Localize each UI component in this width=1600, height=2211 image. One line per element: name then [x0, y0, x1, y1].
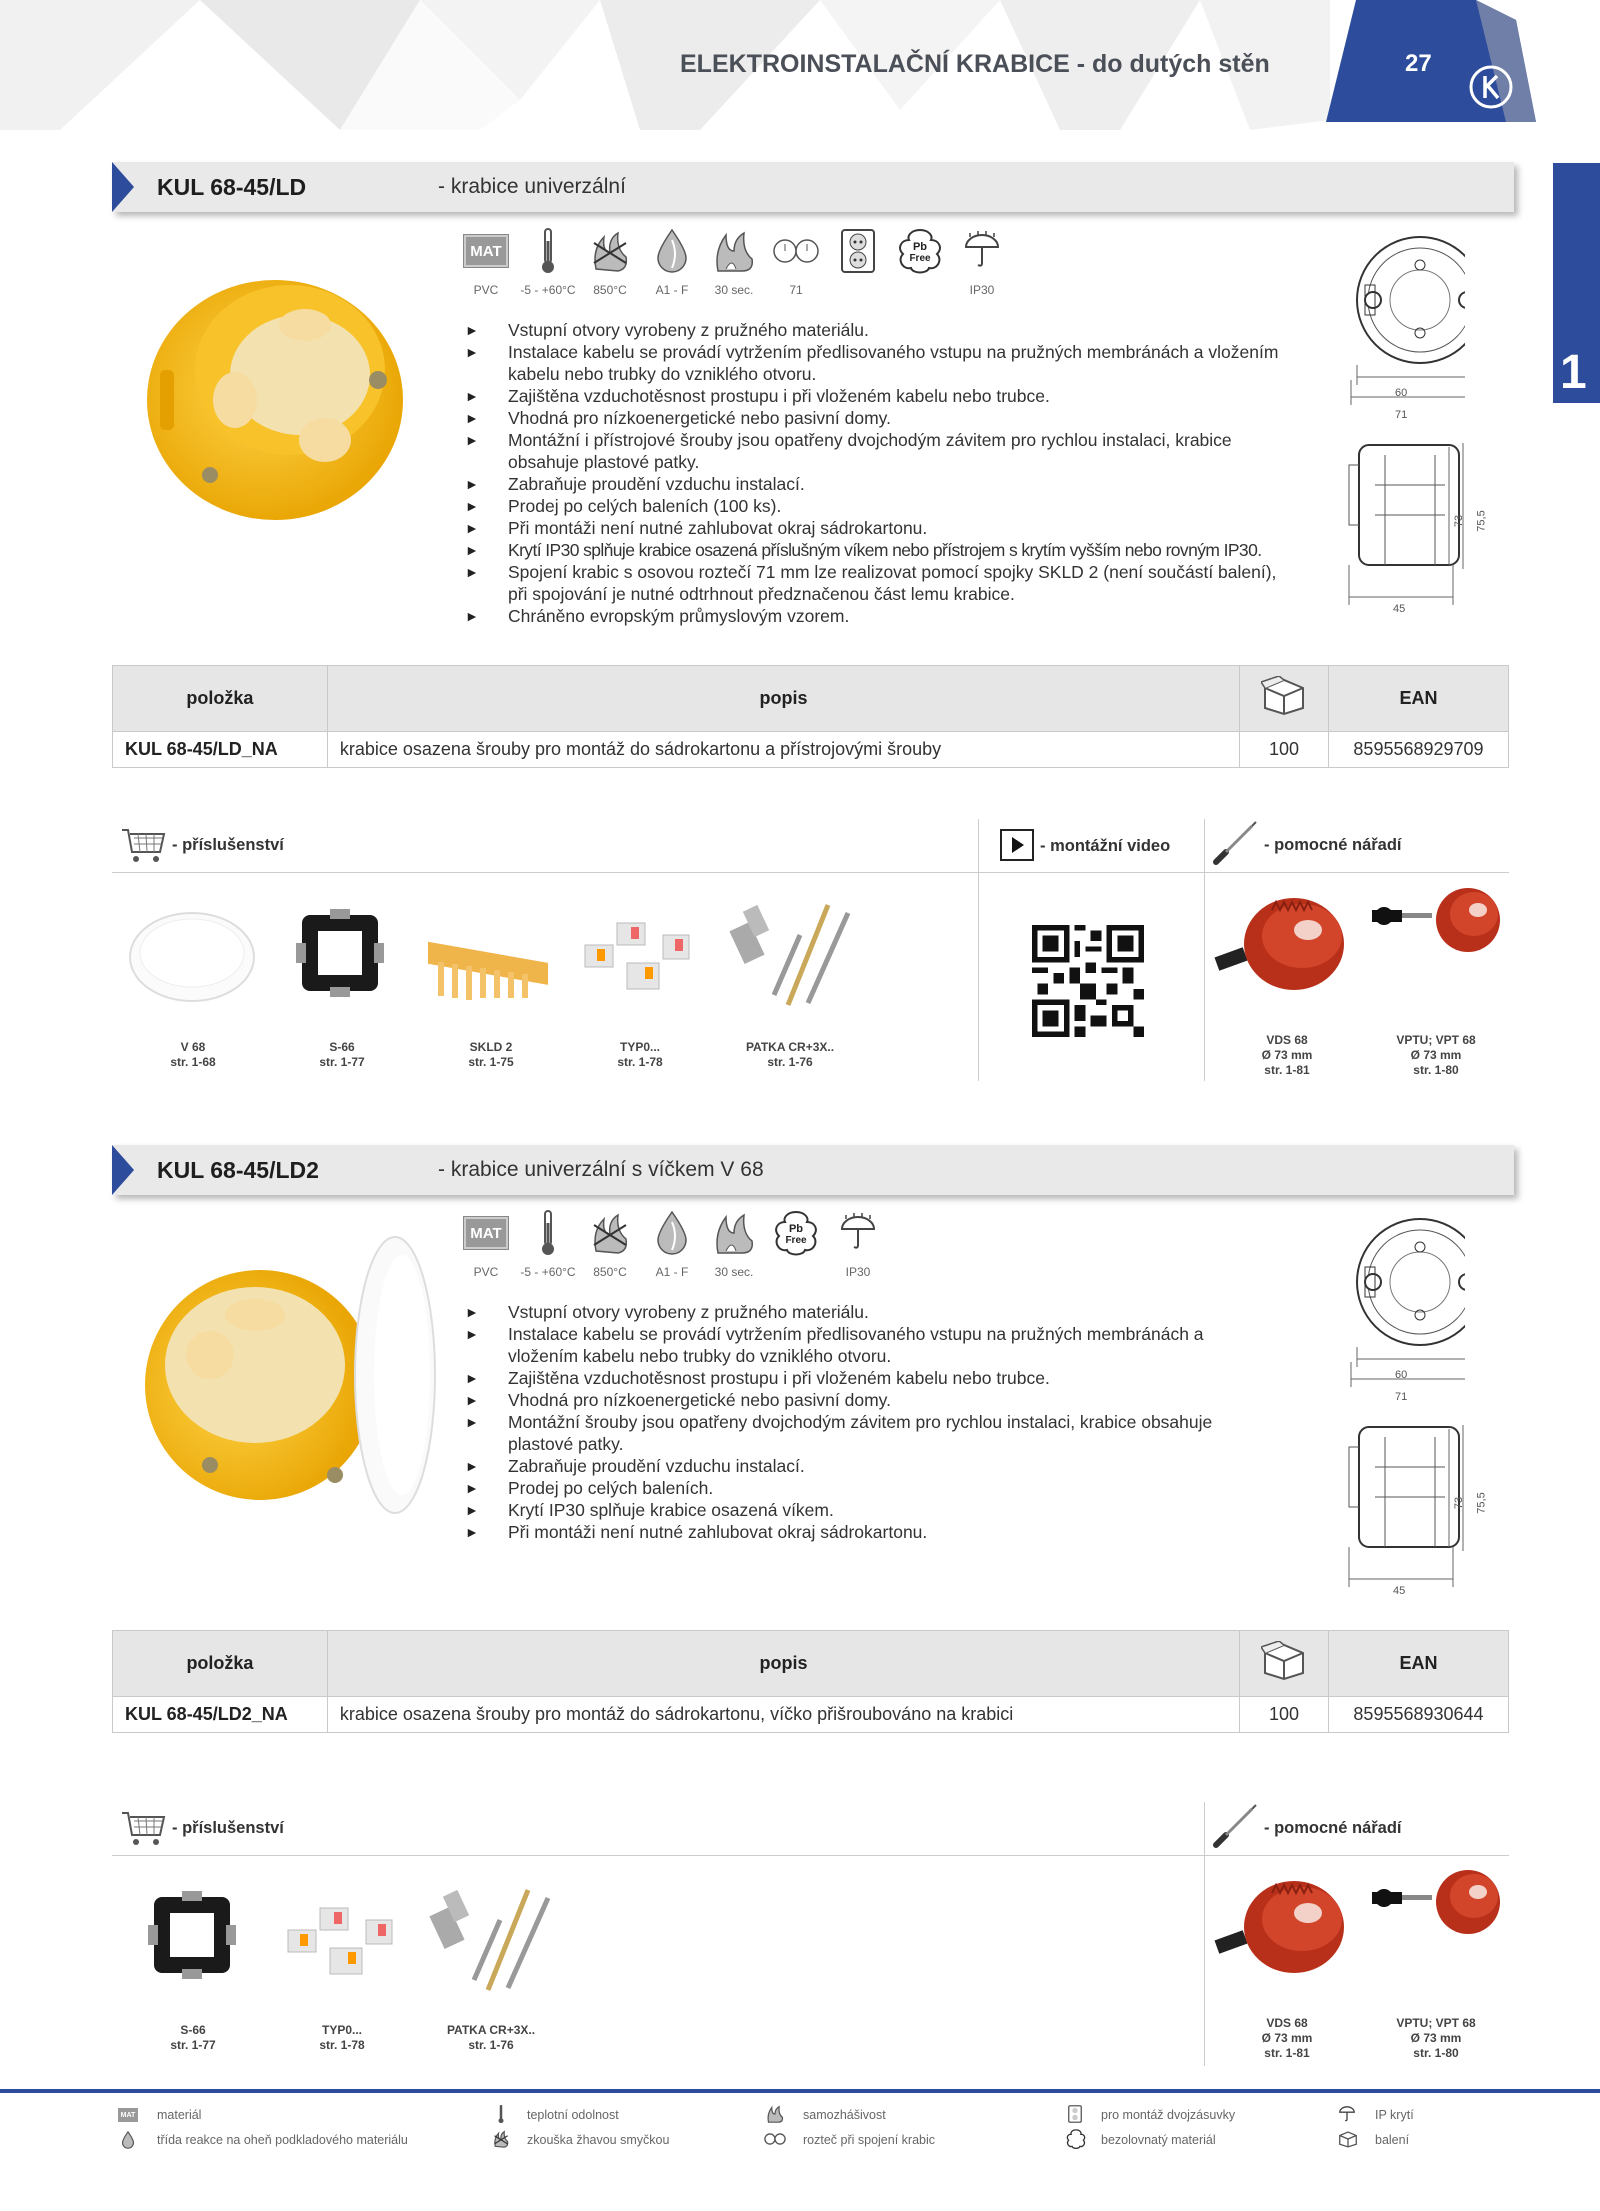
glow-wire-icon	[492, 2130, 510, 2148]
mat-icon: MAT	[462, 227, 510, 275]
accessory-screw-image	[428, 1880, 568, 1995]
tool-caption: VDS 68 Ø 73 mm str. 1-81	[1261, 2016, 1313, 2060]
flame-drop-icon	[648, 1209, 696, 1257]
chapter-number: 1	[1560, 346, 1587, 399]
package-icon	[1261, 676, 1307, 716]
icon-label: -5 - +60°C	[520, 1265, 576, 1279]
accessory-clamp-image	[575, 905, 705, 1005]
hole-saw-image	[1212, 1873, 1352, 1983]
tools-label: - pomocné nářadí	[1264, 836, 1402, 854]
cell-ean: 8595568929709	[1329, 732, 1509, 768]
feature-item: ► Krytí IP30 splňuje krabice osazená víkem.	[465, 1499, 1255, 1521]
feature-item: ► Instalace kabelu se provádí vytržením předlisovaného vstupu na pružných membránách a vložením kabelu nebo trubky do vzniklého otvoru.	[465, 341, 1295, 385]
icon-label: 30 sec.	[714, 1265, 754, 1279]
accessory-caption: V 68 str. 1-68	[170, 1040, 216, 1069]
dim-label: 71	[1395, 1391, 1408, 1403]
dim-label: 73	[1453, 514, 1466, 528]
divider	[978, 819, 979, 1081]
screwdriver-icon	[1212, 1803, 1260, 1849]
thermometer-icon	[524, 1209, 572, 1257]
accessory-frame-image	[142, 1885, 242, 1985]
tool-caption: VPTU; VPT 68 Ø 73 mm str. 1-80	[1396, 1033, 1476, 1077]
feature-item: ► Zabraňuje proudění vzduchu instalací.	[465, 1455, 1255, 1477]
dim-label: 71	[1395, 409, 1408, 421]
cart-icon	[120, 826, 166, 864]
accessory-caption: TYP0... str. 1-78	[319, 2023, 365, 2052]
dim-label: 60	[1395, 387, 1408, 399]
feature-list	[465, 319, 1295, 627]
package-icon	[1338, 2130, 1358, 2148]
play-icon	[1000, 829, 1034, 861]
dim-label: 73	[1453, 1496, 1466, 1510]
feature-item: ► Spojení krabic s osovou roztečí 71 mm lze realizovat pomocí spojky SKLD 2 (není součástí balení), při spojování je nutné odtrhnout předznačenou část lemu krabice.	[465, 561, 1295, 605]
feature-item: ► Prodej po celých baleních (100 ks).	[465, 495, 1295, 517]
accessory-caption: PATKA CR+3X.. str. 1-76	[446, 2023, 536, 2052]
accessory-connector-image	[418, 920, 558, 1000]
dim-label: 45	[1393, 1585, 1406, 1597]
accessories-label: - příslušenství	[172, 1819, 284, 1837]
accessory-lid-image	[125, 905, 260, 1005]
icon-label: PVC	[473, 1265, 499, 1279]
dim-label: 75,5	[1475, 1492, 1488, 1514]
col-header-desc: popis	[327, 1631, 1239, 1697]
bar-marker	[112, 1145, 134, 1195]
accessory-screw-image	[728, 895, 868, 1010]
mat-icon: MAT	[462, 1209, 510, 1257]
accessory-caption: PATKA CR+3X.. str. 1-76	[745, 1040, 835, 1069]
svg-text:Pb: Pb	[912, 241, 928, 253]
spec-icons	[462, 1209, 942, 1289]
table-header-row	[113, 1631, 1509, 1697]
feature-item: ► Chráněno evropským průmyslovým vzorem.	[465, 605, 1295, 627]
flame-drop-icon	[648, 227, 696, 275]
product-table	[112, 665, 1509, 768]
product-description: - krabice univerzální s víčkem V 68	[438, 1158, 764, 1181]
feature-item: ► Vhodná pro nízkoenergetické nebo pasivní domy.	[465, 407, 1295, 429]
feature-item: ► Při montáži není nutné zahlubovat okraj sádrokartonu.	[465, 517, 1295, 539]
product-photo	[140, 1215, 440, 1515]
svg-text:Free: Free	[785, 1235, 807, 1246]
accessory-caption: SKLD 2 str. 1-75	[468, 1040, 514, 1069]
accessory-caption: TYP0... str. 1-78	[617, 1040, 663, 1069]
glow-wire-icon	[586, 227, 634, 275]
icon-label: A1 - F	[655, 283, 689, 297]
cart-icon	[120, 1809, 166, 1847]
feature-item: ► Montážní šrouby jsou opatřeny dvojchodým závitem pro rychlou instalaci, krabice obsahuje plastové patky.	[465, 1411, 1255, 1455]
cell-ean: 8595568930644	[1329, 1697, 1509, 1733]
umbrella-icon	[1338, 2104, 1356, 2124]
feature-item: ► Při montáži není nutné zahlubovat okraj sádrokartonu.	[465, 1521, 1255, 1543]
table-header-row	[113, 666, 1509, 732]
dim-label: 60	[1395, 1369, 1408, 1381]
icon-label: PVC	[473, 283, 499, 297]
page-header-title: ELEKTROINSTALAČNÍ KRABICE - do dutých stěn	[680, 50, 1270, 78]
legend-label: pro montáž dvojzásuvky	[1101, 2108, 1236, 2122]
bar-marker	[112, 162, 134, 212]
table-row	[113, 1697, 1509, 1733]
mat-icon: MAT	[118, 2108, 138, 2122]
spec-icons	[462, 227, 1022, 307]
table-row	[113, 732, 1509, 768]
icon-label: A1 - F	[655, 1265, 689, 1279]
technical-drawing	[1345, 225, 1488, 620]
feature-item: ► Krytí IP30 splňuje krabice osazená příslušným víkem nebo přístrojem s krytím vyšším nebo rovným IP30.	[465, 539, 1295, 561]
divider	[1204, 1802, 1205, 2066]
umbrella-icon	[834, 1209, 882, 1257]
col-header-item: položka	[113, 666, 328, 732]
product-description: - krabice univerzální	[438, 175, 626, 198]
svg-text:Free: Free	[909, 253, 931, 264]
feature-item: ► Vstupní otvory vyrobeny z pružného materiálu.	[465, 1301, 1255, 1323]
screwdriver-icon	[1212, 820, 1260, 866]
accessory-caption: S-66 str. 1-77	[170, 2023, 216, 2052]
accessories-label: - příslušenství	[172, 836, 284, 854]
legend-label: IP krytí	[1375, 2108, 1414, 2122]
umbrella-icon	[958, 227, 1006, 275]
thermometer-icon	[524, 227, 572, 275]
legend-label: teplotní odolnost	[527, 2108, 619, 2122]
cell-qty: 100	[1240, 1697, 1329, 1733]
legend-label: balení	[1375, 2133, 1410, 2147]
accessory-caption: S-66 str. 1-77	[319, 1040, 365, 1069]
double-socket-icon	[1068, 2104, 1082, 2124]
col-header-ean: EAN	[1329, 1631, 1509, 1697]
box-spacing-icon	[764, 2132, 786, 2146]
product-photo	[140, 250, 410, 530]
icon-label: IP30	[845, 1265, 871, 1279]
page-number: 27	[1405, 50, 1432, 77]
legend-label: samozhášivost	[803, 2108, 886, 2122]
cell-item: KUL 68-45/LD2_NA	[113, 1697, 328, 1733]
brand-logo-icon	[1468, 64, 1514, 110]
feature-item: ► Zajištěna vzduchotěsnost prostupu i při vloženém kabelu nebo trubce.	[465, 385, 1295, 407]
video-label: - montážní video	[1040, 837, 1171, 855]
icon-label: IP30	[969, 283, 995, 297]
flame-drop-icon	[120, 2131, 136, 2149]
feature-item: ► Prodej po celých baleních.	[465, 1477, 1255, 1499]
thermometer-icon	[496, 2104, 506, 2124]
product-code: KUL 68-45/LD	[157, 174, 307, 200]
svg-text:Pb: Pb	[788, 1223, 804, 1235]
pb-free-icon	[1066, 2129, 1086, 2149]
pb-free-icon	[772, 1209, 820, 1257]
legend-label: zkouška žhavou smyčkou	[527, 2133, 670, 2147]
legend-label: třída reakce na oheň podkladového materiálu	[157, 2133, 408, 2147]
feature-list	[465, 1301, 1255, 1543]
accessory-clamp-image	[278, 1890, 408, 1990]
product-title-bar	[112, 1145, 1514, 1195]
legend-label: bezolovnatý materiál	[1101, 2133, 1216, 2147]
feature-item: ► Vstupní otvory vyrobeny z pružného materiálu.	[465, 319, 1295, 341]
feature-item: ► Montážní i přístrojové šrouby jsou opatřeny dvojchodým závitem pro rychlou instalaci, krabice obsahuje plastové patky.	[465, 429, 1295, 473]
col-header-desc: popis	[327, 666, 1239, 732]
double-socket-icon	[834, 227, 882, 275]
hole-saw-image	[1212, 890, 1352, 1000]
self-extinguish-icon	[710, 227, 758, 275]
product-code: KUL 68-45/LD2	[157, 1157, 319, 1183]
tools-label: - pomocné nářadí	[1264, 1819, 1402, 1837]
cell-desc: krabice osazena šrouby pro montáž do sádrokartonu a přístrojovými šrouby	[327, 732, 1239, 768]
hole-saw-set-image	[1364, 880, 1504, 970]
glow-wire-icon	[586, 1209, 634, 1257]
tool-caption: VDS 68 Ø 73 mm str. 1-81	[1261, 1033, 1313, 1077]
package-icon	[1261, 1641, 1307, 1681]
feature-item: ► Instalace kabelu se provádí vytržením předlisovaného vstupu na pružných membránách a vložením kabelu nebo trubky do vzniklého otvoru.	[465, 1323, 1255, 1367]
icon-label: 71	[789, 283, 803, 297]
cell-desc: krabice osazena šrouby pro montáž do sádrokartonu, víčko přišroubováno na krabici	[327, 1697, 1239, 1733]
feature-item: ► Zajištěna vzduchotěsnost prostupu i při vloženém kabelu nebo trubce.	[465, 1367, 1255, 1389]
legend-label: rozteč při spojení krabic	[803, 2133, 936, 2147]
icon-label: 850°C	[593, 283, 627, 297]
icon-label: -5 - +60°C	[520, 283, 576, 297]
technical-drawing	[1345, 1207, 1488, 1602]
col-header-item: položka	[113, 1631, 328, 1697]
product-table	[112, 1630, 1509, 1733]
col-header-package	[1240, 666, 1329, 732]
self-extinguish-icon	[766, 2105, 784, 2123]
pb-free-icon	[896, 227, 944, 275]
divider	[1204, 819, 1205, 1081]
legend	[0, 2100, 1600, 2200]
product-title-bar	[112, 162, 1514, 212]
footer-divider	[0, 2089, 1600, 2093]
box-spacing-icon	[772, 227, 820, 275]
tool-caption: VPTU; VPT 68 Ø 73 mm str. 1-80	[1396, 2016, 1476, 2060]
cell-qty: 100	[1240, 732, 1329, 768]
cell-item: KUL 68-45/LD_NA	[113, 732, 328, 768]
feature-item: ► Vhodná pro nízkoenergetické nebo pasivní domy.	[465, 1389, 1255, 1411]
qr-code[interactable]	[1032, 925, 1144, 1037]
col-header-ean: EAN	[1329, 666, 1509, 732]
legend-label: materiál	[157, 2108, 202, 2122]
accessory-frame-image	[290, 903, 390, 1003]
self-extinguish-icon	[710, 1209, 758, 1257]
dim-label: 45	[1393, 603, 1406, 615]
hole-saw-set-image	[1364, 1862, 1504, 1952]
icon-label: 30 sec.	[714, 283, 754, 297]
feature-item: ► Zabraňuje proudění vzduchu instalací.	[465, 473, 1295, 495]
icon-label: 850°C	[593, 1265, 627, 1279]
col-header-package	[1240, 1631, 1329, 1697]
dim-label: 75,5	[1475, 510, 1488, 532]
